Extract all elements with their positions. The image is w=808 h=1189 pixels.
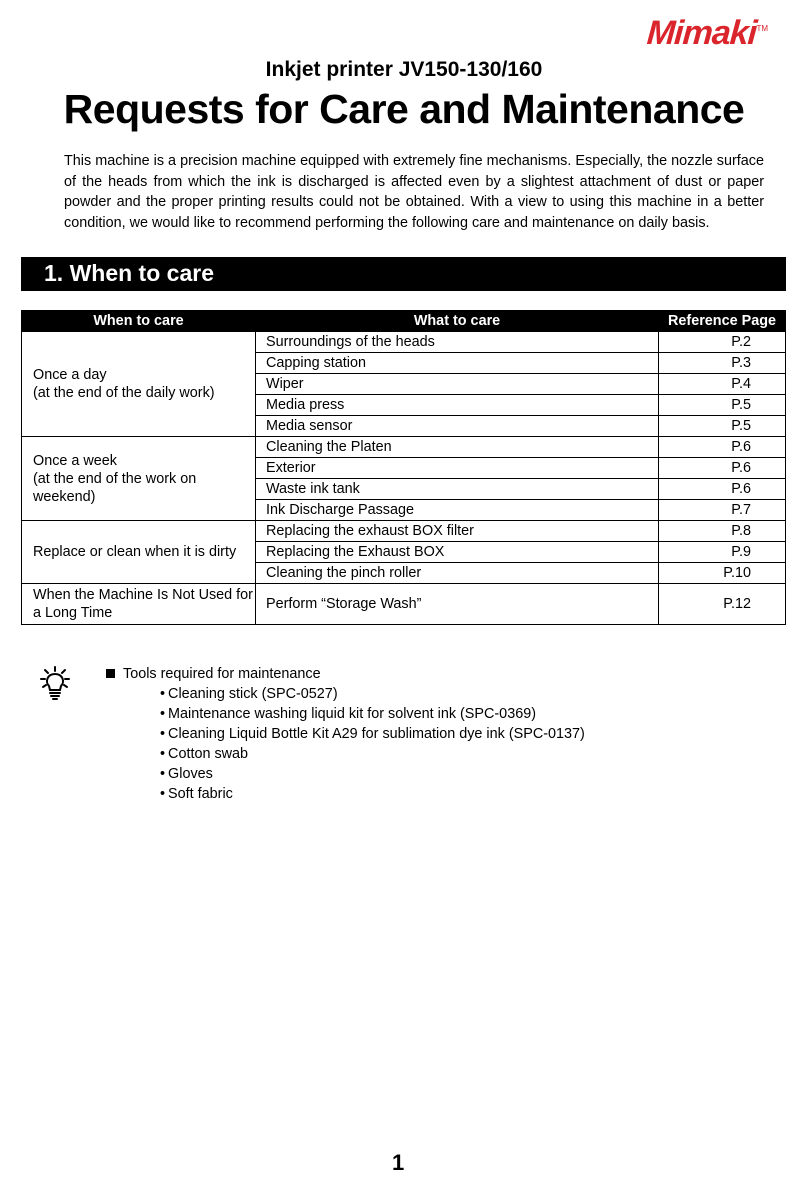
what-cell: Media sensor xyxy=(256,416,659,437)
list-item: • Soft fabric xyxy=(160,784,585,804)
what-cell: Replacing the exhaust BOX filter xyxy=(256,521,659,542)
table-row xyxy=(22,437,786,458)
ref-cell: P.9 xyxy=(659,542,786,563)
when-sublabel: (at the end of the daily work) xyxy=(33,385,215,401)
ref-cell: P.2 xyxy=(659,332,786,353)
when-cell-dirty: Replace or clean when it is dirty xyxy=(22,521,256,584)
list-item: • Cleaning stick (SPC-0527) xyxy=(160,684,585,704)
lightbulb-icon xyxy=(40,666,70,700)
when-cell-long-time: When the Machine Is Not Used for a Long Time xyxy=(22,584,256,625)
when-label: Once a day xyxy=(33,367,107,383)
what-cell: Perform “Storage Wash” xyxy=(256,584,659,625)
ref-cell: P.4 xyxy=(659,374,786,395)
ref-cell: P.3 xyxy=(659,353,786,374)
ref-cell: P.10 xyxy=(659,563,786,584)
document-subtitle: Inkjet printer JV150-130/160 xyxy=(265,58,543,81)
list-item: • Cotton swab xyxy=(160,744,585,764)
table-header-row xyxy=(22,311,786,332)
what-cell: Surroundings of the heads xyxy=(256,332,659,353)
table-row xyxy=(22,521,786,542)
what-cell: Exterior xyxy=(256,458,659,479)
what-cell: Cleaning the pinch roller xyxy=(256,563,659,584)
col-header-when: When to care xyxy=(22,311,256,332)
ref-cell: P.5 xyxy=(659,395,786,416)
list-item: • Gloves xyxy=(160,764,585,784)
document-title: Requests for Care and Maintenance xyxy=(63,86,745,132)
col-header-reference: Reference Page xyxy=(659,311,786,332)
tools-heading: Tools required for maintenance xyxy=(123,666,321,682)
ref-cell: P.7 xyxy=(659,500,786,521)
ref-cell: P.6 xyxy=(659,479,786,500)
when-sublabel: (at the end of the work on weekend) xyxy=(33,470,197,505)
when-label: Once a week xyxy=(33,452,117,469)
what-cell: Waste ink tank xyxy=(256,479,659,500)
care-schedule-table xyxy=(21,310,786,625)
what-cell: Replacing the Exhaust BOX xyxy=(256,542,659,563)
page-number: 1 xyxy=(392,1150,405,1175)
table-row xyxy=(22,332,786,353)
intro-paragraph: This machine is a precision machine equipped with extremely fine mechanisms. Especially, the nozzle surface of the heads from which the ink is discharged is affected even by a slightest attachment of dust or paper powder and the proper printing results could not be obtained. With a view to using this machine in a better condition, we would like to recommend performing the following care and maintenance on daily basis. xyxy=(64,153,764,231)
ref-cell: P.6 xyxy=(659,437,786,458)
logo-trademark: TM xyxy=(756,24,768,33)
list-item: • Cleaning Liquid Bottle Kit A29 for sublimation dye ink (SPC-0137) xyxy=(160,724,585,744)
what-cell: Cleaning the Platen xyxy=(256,437,659,458)
list-item: • Maintenance washing liquid kit for solvent ink (SPC-0369) xyxy=(160,704,585,724)
table-row xyxy=(22,584,786,625)
ref-cell: P.5 xyxy=(659,416,786,437)
when-cell-daily xyxy=(22,332,256,437)
what-cell: Ink Discharge Passage xyxy=(256,500,659,521)
section-header xyxy=(21,257,786,291)
mimaki-logo xyxy=(608,16,768,50)
logo-text: Mimaki xyxy=(645,14,758,52)
tools-note xyxy=(106,664,585,804)
ref-cell: P.12 xyxy=(659,584,786,625)
what-cell: Capping station xyxy=(256,353,659,374)
ref-cell: P.6 xyxy=(659,458,786,479)
when-cell-weekly xyxy=(22,437,256,521)
tools-list xyxy=(106,684,585,804)
what-cell: Media press xyxy=(256,395,659,416)
square-bullet-icon xyxy=(106,669,115,678)
ref-cell: P.8 xyxy=(659,521,786,542)
section-title: 1. When to care xyxy=(44,260,214,286)
col-header-what: What to care xyxy=(256,311,659,332)
tools-heading-row xyxy=(106,664,585,684)
what-cell: Wiper xyxy=(256,374,659,395)
